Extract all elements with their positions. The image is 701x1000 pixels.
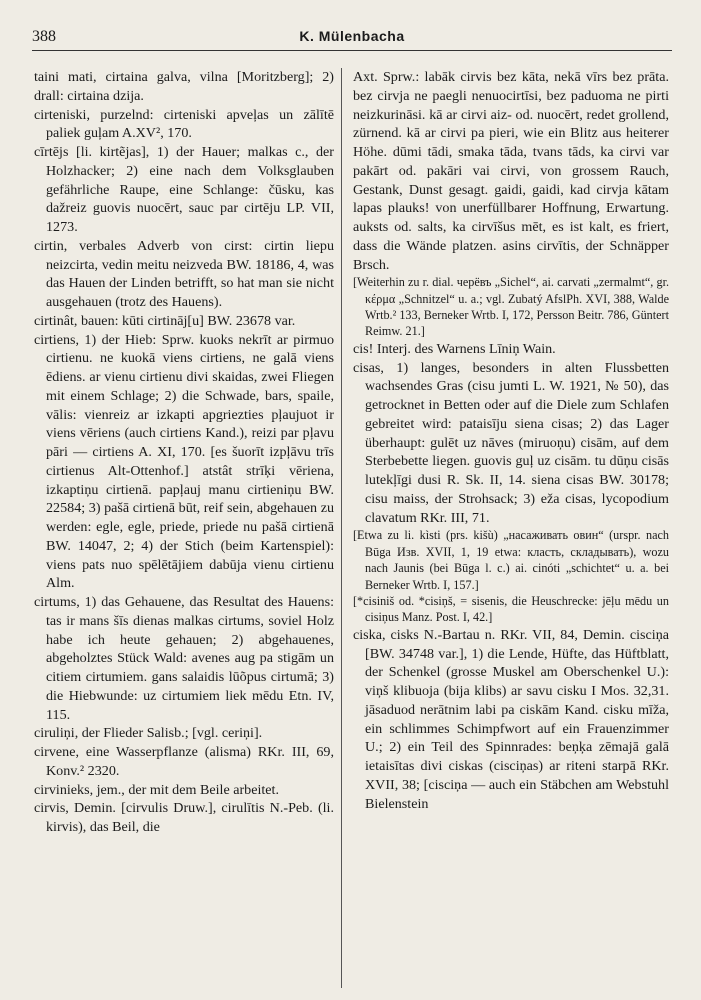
right-column: [353, 68, 669, 993]
dictionary-entry: Axt. Sprw.: labāk cirvis bez kāta, nekā vīrs bez prāta. bez cirvja ne paegli nenuocirtīsi, bez paduoma ne pirti neizkurināsi. kā ar cirvi aiz- od. nuocērt, redet grollend, zürnend. kā ar cirvi pa pieri, wie ein Blitz aus heiterer Höhe. dūmi tādi, smaka tāda, tvans tāds, ka cirvi var pakārt od. pakāri vai cirvi, von grossem Rauch, Gestank, Dunst gesagt. gaidi, gaidi, kad cirvja kātam lapas plauks! von unerfüllbarer Hoffnung, Erwartung. auksts od. salts, ka cirvīšus mēt, es ist kalt, es friert, dass die Wände platzen. asins cirvītis, der Schnäpper Brsch.: [353, 69, 669, 273]
left-column: [34, 68, 334, 993]
dictionary-entry: cirtums, 1) das Gehauene, das Resultat des Hauens: tas ir mans šīs dienas malkas cirtums, soviel Holz habe ich heute gehauen; 2) abgehauenes, abgeholztes Stück Wald: avenes aug pa stigām un citiem cirtumiem. gans salaidis lūõpus cirtumā; 3) die Hiebwunde: uz cirtumiem liek mēdu Etn. IV, 115.: [34, 594, 334, 723]
column-divider: [341, 68, 342, 988]
dictionary-entry: cirtiens, 1) der Hieb: Sprw. kuoks nekrīt ar pirmuo cirtienu. ne kuokā viens cirtiens, ne galā viens ēdiens. ar vienu cirtienu divi skaidas, zwei Fliegen mit einem Schlage; 2) die Schwade, bars, spaile, vālis: vienreiz ar izkapti apgriezties pļaujuot ir viens vēriens (auch cirtiens Kand.), reizi par pļavu pāri — cirtiens A. XI, 170. [es šuorīt izpļāvu trīs cirtienus Alt-Ottenhof.] atstât strīķi vēriena, izkaptiņu cirtienā. papļauj manu cirtieniņu BW. 22584; 3) pašā cirtienā būt, reif sein, abgehauen zu werden: egle, egle, priede, priede nu pašā cirtienā BW. 14047, 2; 4) der Stich (beim Kartenspiel): viens pats nuo spēlētājiem dabūja vienu cirtienu Alm.: [34, 331, 334, 592]
dictionary-entry: cirvinieks, jem., der mit dem Beile arbeitet.: [34, 781, 279, 798]
page-number: 388: [32, 28, 56, 45]
dictionary-entry: cīrtējs [li. kirtẽjas], 1) der Hauer; malkas c., der Holzhacker; 2) eine nach dem Volksglauben gefährliche Raupe, eine Schlange: čūsku, kas dažreiz guovis nuocērt, sauc par cirtēju LP. VII, 1273.: [34, 144, 334, 235]
dictionary-entry: taini mati, cirtaina galva, vilna [Moritzberg]; 2) drall: cirtaina dzija.: [34, 69, 334, 104]
dictionary-entry: cirtin, verbales Adverb von cirst: cirtin liepu neizcirta, vedin meitu neizveda BW. 18186, 4, was das Hauen der Linden betrifft, so hat man sie nicht ausgehauen (trotz des Hauens).: [34, 237, 334, 310]
dictionary-entry: cirvene, eine Wasserpflanze (alisma) RKr. III, 69, Konv.² 2320.: [34, 744, 334, 779]
running-title: K. Mülenbacha: [299, 28, 405, 44]
dictionary-entry: cirtinât, bauen: kūti cirtināj[u] BW. 23678 var.: [34, 312, 296, 329]
dictionary-entry: ciruliņi, der Flieder Salisb.; [vgl. ceriņi].: [34, 725, 263, 742]
dictionary-entry: cirvis, Demin. [cirvulis Druw.], cirulītis N.-Peb. (li. kirvis), das Beil, die: [34, 800, 334, 835]
dictionary-entry: cisas, 1) langes, besonders in alten Flussbetten wachsendes Gras (cisu jumti L. W. 1921, № 50), das getrocknet in Betten oder auf die Diele zum Schlafen gebreitet wird: pataisīju siena cisas; 2) das Lager überhaupt: gulēt uz nāves (miruoņu) cisām, auf dem Sterbebette liegen. guovis guļ uz cisām. tu dūņu cisās lutekļīgi dusi R. Sk. II, 14. siena cisas BW. 30178; cisu maiss, der Strohsack; 3) eža cisas, lycopodium clavatum RKr. III, 71.: [353, 359, 669, 526]
page-header: [32, 28, 672, 50]
dictionary-entry: [Etwa zu li. kìsti (prs. kišù) „насаживать овин“ (urspr. nach Būga Изв. XVII, 1, 19 etwa: класть, складывать), wozu nach Jaunis (bei Būga l. c.) ai. cinóti „schichtet“ u. a. bei Berneker Wrtb. I, 157.]: [353, 528, 669, 592]
dictionary-entry: cis! Interj. des Warnens Līniņ Wain.: [353, 340, 556, 357]
dictionary-entry: [Weiterhin zu r. dial. черёвъ „Sichel“, ai. carvati „zermalmt“, gr. κέρμα „Schnitzel“ u. a.; vgl. Zubatý AfslPh. XVI, 388, Walde Wrtb.² 133, Berneker Wrtb. I, 172, Persson Beitr. 786, Güntert Reimw. 21.]: [353, 275, 669, 339]
header-rule: [32, 50, 672, 51]
dictionary-entry: cirteniski, purzelnd: cirteniski apveļas un zālītē paliek guļam A.XV², 170.: [34, 106, 334, 142]
dictionary-entry: ciska, cisks N.-Bartau n. RKr. VII, 84, Demin. cisciņa [BW. 34748 var.], 1) die Lende, Hüfte, das Hüftblatt, der Schenkel (grosse Muskel am Oberschenkel U.): viņš klibuoja (bija klibs) ar savu cisku I Mos. 32,31. jāsaduod nerātnim labi pa ciskām Kand. cisku mīža, ein schlimmes Schimpfwort auf ein Frauenzimmer U.; 2) ein Teil des Spinnrades: beņķa zēmajā galā ietaisītas divi ciskas (cisciņas) ar riteni starpā RKr. XVII, 38; [cisciņa — auch ein Stäbchen am Webstuhl Bielenstein: [353, 626, 669, 812]
dictionary-entry: [*cisiniš od. *cisiņš, = sisenis, die Heuschrecke: jēļu mēdu un cisiņus Manz. Post. I, 42.]: [353, 594, 669, 625]
